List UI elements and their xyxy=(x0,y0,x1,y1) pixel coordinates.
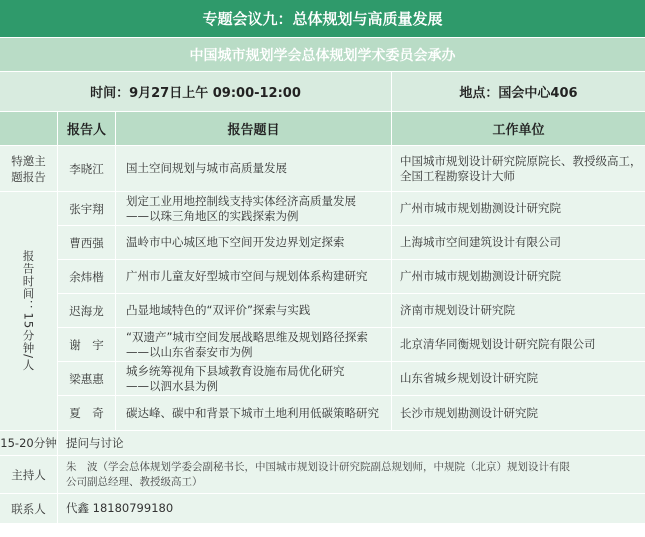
reporter-name: 夏 奇 xyxy=(58,396,116,430)
reporter-org: 北京清华同衡规划设计研究院有限公司 xyxy=(400,337,596,351)
host-value: 朱 波（学会总体规划学委会副秘书长，中国城市规划设计研究院副总规划师，中规院（北京）规划设计有限 公司副总经理、教授级高工） xyxy=(66,460,570,488)
table-row xyxy=(58,260,645,294)
host-row xyxy=(0,456,645,494)
report-time-label: 报告时间：15分钟/人 xyxy=(0,192,58,430)
reporter-name: 余炜楷 xyxy=(58,260,116,293)
table-row xyxy=(58,226,645,260)
report-list xyxy=(58,192,645,430)
reporter-name: 曹西强 xyxy=(58,226,116,259)
column-header-row xyxy=(0,112,645,146)
discussion-label: 15-20分钟 xyxy=(0,431,58,455)
discussion-value: 提问与讨论 xyxy=(66,435,124,450)
session-place: 地点：国会中心406 xyxy=(459,86,578,101)
special-report-name: 李晓江 xyxy=(58,146,116,191)
reporter-org: 广州市城市规划勘测设计研究院 xyxy=(400,269,561,283)
reporter-org: 长沙市规划勘测设计研究院 xyxy=(400,405,538,420)
report-topic: 城乡统筹视角下县域教育设施布局优化研究 ——以泗水县为例 xyxy=(116,362,392,395)
column-header-org: 工作单位 xyxy=(492,123,545,138)
table-row xyxy=(58,328,645,362)
session-title-text: 专题会议九：总体规划与高质量发展 xyxy=(202,10,443,28)
reporter-org: 上海城市空间建筑设计有限公司 xyxy=(400,235,561,249)
report-topic: 凸显地域特色的“双评价”探索与实践 xyxy=(116,294,392,327)
special-report-topic: 国土空间规划与城市高质量发展 xyxy=(116,146,392,191)
table-row xyxy=(58,396,645,430)
contact-label: 联系人 xyxy=(0,494,58,523)
contact-row xyxy=(0,494,645,523)
reports-block xyxy=(0,192,645,431)
session-title xyxy=(0,0,645,38)
column-header-reporter: 报告人 xyxy=(58,112,116,145)
reporter-name: 梁惠惠 xyxy=(58,362,116,395)
reporter-org: 山东省城乡规划设计研究院 xyxy=(400,371,538,385)
report-topic: 碳达峰、碳中和背景下城市土地利用低碳策略研究 xyxy=(116,396,392,430)
reporter-name: 谢 宇 xyxy=(58,328,116,361)
report-topic: “双遗产”城市空间发展战略思维及规划路径探索 ——以山东省泰安市为例 xyxy=(116,328,392,361)
report-topic: 广州市儿童友好型城市空间与规划体系构建研究 xyxy=(116,260,392,293)
reporter-name: 张宇翔 xyxy=(58,192,116,225)
host-label: 主持人 xyxy=(0,456,58,493)
report-topic: 划定工业用地控制线支持实体经济高质量发展 ——以珠三角地区的实践探索为例 xyxy=(116,192,392,225)
column-header-topic: 报告题目 xyxy=(116,112,392,145)
report-topic: 温岭市中心城区地下空间开发边界划定探索 xyxy=(116,226,392,259)
session-time: 时间：9月27日上午 09:00-12:00 xyxy=(0,72,392,111)
special-report-label: 特邀主 题报告 xyxy=(0,146,58,191)
time-place-row xyxy=(0,72,645,112)
table-row xyxy=(58,362,645,396)
reporter-org: 广州市城市规划勘测设计研究院 xyxy=(400,201,561,215)
special-report-org: 中国城市规划设计研究院原院长、教授级高工， 全国工程勘察设计大师 xyxy=(400,153,642,183)
reporter-name: 迟海龙 xyxy=(58,294,116,327)
discussion-row xyxy=(0,431,645,456)
special-report-row xyxy=(0,146,645,192)
organizer-text: 中国城市规划学会总体规划学术委员会承办 xyxy=(189,47,456,64)
column-header-blank xyxy=(0,112,58,145)
table-row xyxy=(58,294,645,328)
table-row xyxy=(58,192,645,226)
reporter-org: 济南市规划设计研究院 xyxy=(400,303,515,317)
contact-value: 代鑫 18180799180 xyxy=(66,501,174,515)
organizer-banner xyxy=(0,38,645,72)
